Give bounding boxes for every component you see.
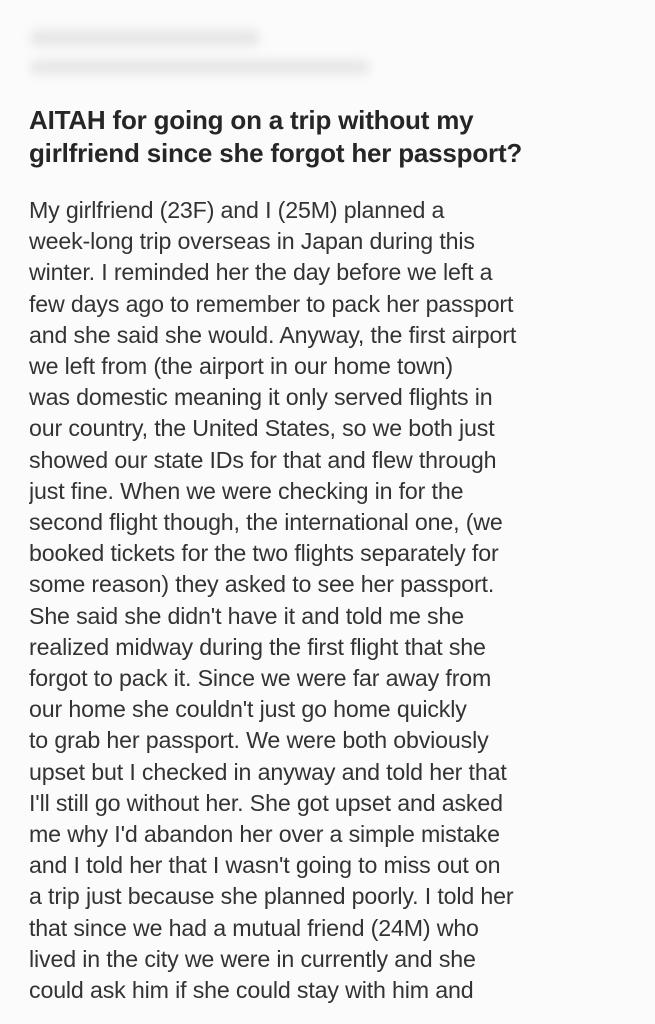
post-body	[29, 195, 641, 1024]
post-body-line: I'll still go without her. She got upset and asked	[29, 789, 503, 816]
post-body-line: to grab her passport. We were both obviously	[29, 727, 489, 754]
post-body-line: second flight though, the international one, (we	[29, 509, 503, 536]
post-body-line: My girlfriend (23F) and I (25M) planned a	[29, 197, 445, 223]
post-body-line: that since we had a mutual friend (24M) who	[29, 914, 479, 941]
post-body-line: our country, the United States, so we both just	[29, 415, 495, 442]
post-body-line: realized midway during the first flight that she	[29, 633, 486, 660]
post-body-line: just fine. When we were checking in for the	[29, 477, 464, 504]
blurred-post-meta	[30, 60, 370, 74]
post-title-line: AITAH for going on a trip without my	[29, 105, 474, 135]
post-body-line: could ask him if she could stay with him and	[29, 977, 474, 1004]
post-body-line: winter. I reminded her the day before we left a	[29, 259, 493, 286]
post-body-line: some reason) they asked to see her passport.	[29, 571, 495, 598]
post-body-line: and I told her that I wasn't going to miss out on	[29, 852, 501, 879]
post-body-line: and she said she would. Anyway, the first airport	[29, 321, 517, 348]
post-body-line: me why I'd abandon her over a simple mistake	[29, 821, 500, 848]
post-body-line: booked tickets for the two flights separately for	[29, 540, 499, 567]
post-body-line: a trip just because she planned poorly. I told her	[29, 883, 514, 910]
blurred-author-name	[30, 30, 260, 46]
post-body-line: forgot to pack it. Since we were far away from	[29, 665, 492, 692]
post-body-line: lived in the city we were in currently and she	[29, 945, 476, 972]
post-body-line: showed our state IDs for that and flew through	[29, 446, 497, 473]
post-body-line: few days ago to remember to pack her passport	[29, 290, 514, 317]
post-body-line: we left from (the airport in our home town)	[29, 353, 453, 380]
post-body-line: upset but I checked in anyway and told her that	[29, 758, 507, 785]
post-body-line: She said she didn't have it and told me she	[29, 602, 464, 629]
post-body-line: our home she couldn't just go home quickly	[29, 696, 467, 723]
post-body-line: week-long trip overseas in Japan during this	[29, 228, 475, 255]
post-body-line: was domestic meaning it only served flights in	[29, 384, 493, 411]
post-title	[29, 104, 629, 170]
post-title-line: girlfriend since she forgot her passport?	[29, 138, 523, 168]
blurred-post-header	[0, 0, 655, 100]
